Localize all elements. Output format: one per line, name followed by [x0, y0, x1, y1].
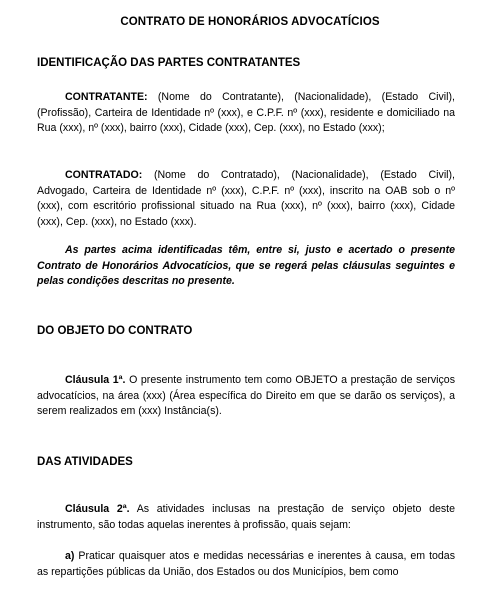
item-a-text: Praticar quaisquer atos e medidas necessárias e inerentes à causa, em todas as repartições públicas da União, dos Estados ou dos Municípios, bem como: [37, 550, 455, 578]
contratado-paragraph: [37, 168, 455, 231]
contratante-paragraph: [37, 90, 455, 137]
contratado-text: (Nome do Contratado), (Nacionalidade), (Estado Civil), Advogado, Carteira de Identidade nº (xxx), C.P.F. nº (xxx), inscrito na OAB sob o nº (xxx), com escritório profissional situado na Rua (xxx), nº (xxx), bairro (xxx), Cidade (xxx), Cep. (xxx), no Estado (xxx).: [37, 169, 455, 229]
section-heading-parties: IDENTIFICAÇÃO DAS PARTES CONTRATANTES: [37, 57, 301, 69]
clause-2-label: Cláusula 2ª.: [65, 503, 130, 515]
contratado-label: CONTRATADO:: [65, 169, 143, 181]
item-a-paragraph: [37, 549, 455, 580]
clause-2-paragraph: [37, 502, 455, 533]
section-heading-activities: DAS ATIVIDADES: [37, 456, 133, 468]
contratante-text: (Nome do Contratante), (Nacionalidade), (Estado Civil), (Profissão), Carteira de Identidade nº (xxx), e C.P.F. nº (xxx), residente e domiciliado na Rua (xxx), nº (xxx), bairro (xxx), Cidade (xxx), Cep. (xxx), no Estado (xxx);: [37, 91, 455, 135]
clause-1-text: O presente instrumento tem como OBJETO a prestação de serviços advocatícios, na área (xxx) (Área específica do Direito em que se darão os serviços), a serem realizados em (xxx) Instância(s).: [37, 374, 455, 418]
item-a-label: a): [65, 550, 75, 562]
clause-1-label: Cláusula 1ª.: [65, 374, 126, 386]
section-heading-object: DO OBJETO DO CONTRATO: [37, 325, 193, 337]
contratante-label: CONTRATANTE:: [65, 91, 148, 103]
document-title: CONTRATO DE HONORÁRIOS ADVOCATÍCIOS: [120, 16, 380, 28]
clause-1-paragraph: [37, 373, 455, 420]
clause-2-text: As atividades inclusas na prestação de serviço objeto deste instrumento, são todas aquelas inerentes à profissão, quais sejam:: [37, 503, 455, 531]
agreement-paragraph: As partes acima identificadas têm, entre si, justo e acertado o presente Contrato de Honorários Advocatícios, que se regerá pelas cláusulas seguintes e pelas condições descritas no presente.: [37, 244, 455, 288]
